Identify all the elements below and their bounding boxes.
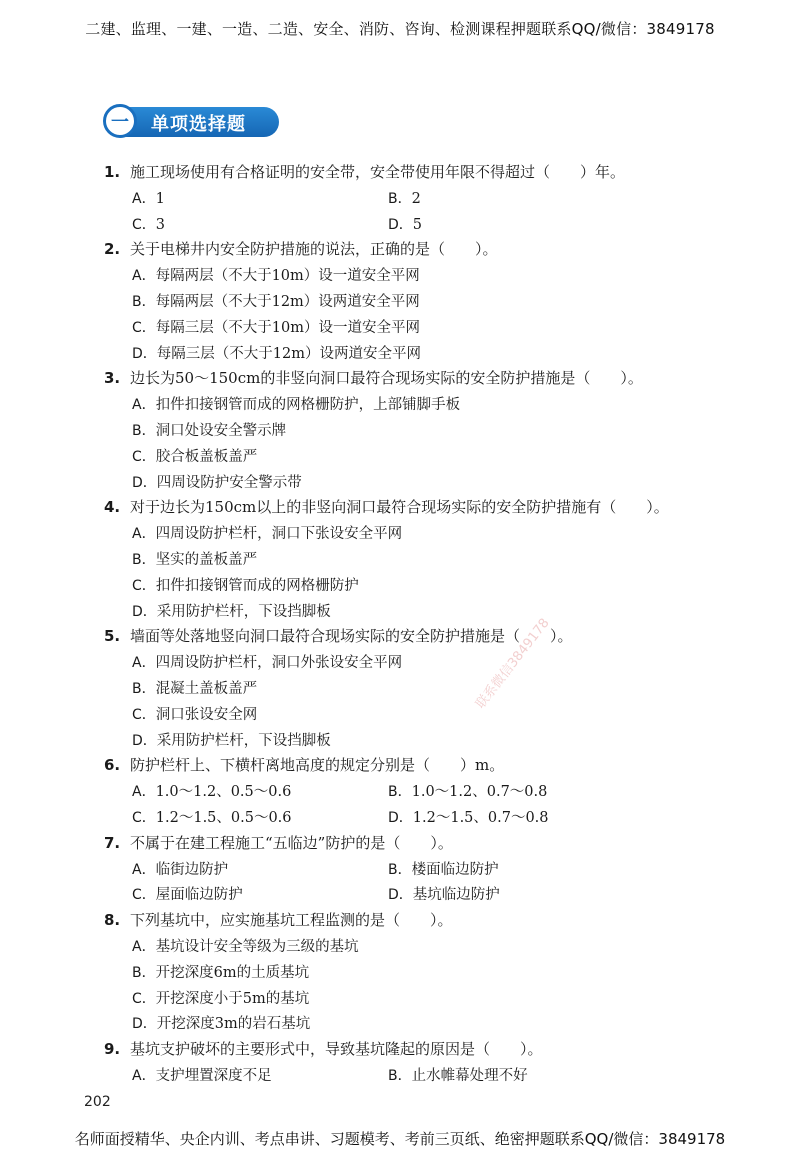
section-header xyxy=(103,104,281,140)
option-key: D． xyxy=(388,887,413,904)
question-item xyxy=(104,831,714,908)
option-text: 采用防护栏杆，下设挡脚板 xyxy=(156,732,331,749)
answer-option xyxy=(132,1064,388,1090)
option-text: 1.2～1.5、0.5～0.6 xyxy=(155,809,292,826)
question-stem-row xyxy=(104,624,714,650)
question-item xyxy=(104,1037,714,1089)
option-row xyxy=(104,960,714,986)
answer-option xyxy=(132,445,388,471)
option-key: D． xyxy=(132,1016,157,1033)
option-text: 1 xyxy=(155,190,165,207)
option-text: 四周设防护栏杆，洞口下张设安全平网 xyxy=(155,526,403,543)
option-key: B． xyxy=(388,861,412,878)
option-key: B． xyxy=(388,190,412,207)
option-row xyxy=(104,392,714,418)
question-stem: 对于边长为150cm以上的非竖向洞口最符合现场实际的安全防护措施有（ ）。 xyxy=(130,498,669,517)
answer-option xyxy=(132,961,388,987)
answer-option xyxy=(132,729,388,755)
answer-option xyxy=(132,290,420,316)
question-item xyxy=(104,495,714,624)
question-number: 5. xyxy=(104,627,121,646)
option-text: 楼面临边防护 xyxy=(411,861,499,878)
option-row xyxy=(104,547,714,573)
option-row xyxy=(104,573,714,599)
question-stem-row xyxy=(104,908,714,934)
option-row xyxy=(104,289,714,315)
option-row xyxy=(104,779,714,805)
option-key: A． xyxy=(132,1067,156,1084)
option-key: A． xyxy=(132,268,156,285)
option-text: 开挖深度小于5m的基坑 xyxy=(155,990,310,1007)
answer-option xyxy=(388,858,644,884)
option-text: 开挖深度6m的土质基坑 xyxy=(155,964,310,981)
answer-option xyxy=(388,780,644,806)
section-title: 单项选择题 xyxy=(151,114,246,135)
option-key: C． xyxy=(132,887,156,904)
option-key: B． xyxy=(388,784,412,801)
option-text: 1.2～1.5、0.7～0.8 xyxy=(412,809,549,826)
answer-option xyxy=(132,213,388,239)
answer-option xyxy=(132,703,388,729)
question-number: 4. xyxy=(104,498,121,517)
option-key: B． xyxy=(132,422,156,439)
option-text: 开挖深度3m的岩石基坑 xyxy=(156,1016,311,1033)
option-key: C． xyxy=(132,319,156,336)
option-row xyxy=(104,986,714,1012)
option-text: 止水帷幕处理不好 xyxy=(411,1067,528,1084)
question-stem: 关于电梯井内安全防护措施的说法，正确的是（ ）。 xyxy=(130,240,498,259)
answer-option xyxy=(132,522,403,548)
question-stem: 下列基坑中，应实施基坑工程监测的是（ ）。 xyxy=(130,911,453,930)
footer-banner: 名师面授精华、央企内训、考点串讲、习题模考、考前三页纸、绝密押题联系QQ/微信：3849178 xyxy=(74,1130,726,1148)
option-key: B． xyxy=(132,293,156,310)
option-text: 扣件扣接钢管而成的网格栅防护 xyxy=(155,577,359,594)
question-list xyxy=(104,160,714,1089)
option-key: A． xyxy=(132,784,156,801)
question-item xyxy=(104,753,714,830)
question-stem: 不属于在建工程施工“五临边”防护的是（ ）。 xyxy=(130,833,453,852)
answer-option xyxy=(132,264,420,290)
option-row xyxy=(104,470,714,496)
answer-option xyxy=(388,213,644,239)
question-stem: 施工现场使用有合格证明的安全带，安全带使用年限不得超过（ ）年。 xyxy=(130,163,626,181)
question-number: 7. xyxy=(104,833,121,852)
option-key: D． xyxy=(132,474,157,491)
option-text: 坚实的盖板盖严 xyxy=(155,551,258,568)
option-text: 四周设防护栏杆，洞口外张设安全平网 xyxy=(155,655,403,672)
answer-option xyxy=(132,471,388,497)
option-row xyxy=(104,1063,714,1089)
question-item xyxy=(104,624,714,753)
question-number: 1. xyxy=(104,163,121,181)
option-text: 5 xyxy=(412,216,423,233)
question-item xyxy=(104,366,714,495)
option-key: C． xyxy=(132,216,156,233)
option-text: 混凝土盖板盖严 xyxy=(155,680,258,697)
question-stem-row xyxy=(104,160,714,186)
answer-option xyxy=(388,883,644,909)
option-text: 每隔两层（不大于12m）设两道安全平网 xyxy=(155,293,420,310)
answer-option xyxy=(132,187,388,213)
option-text: 洞口处设安全警示牌 xyxy=(155,422,287,439)
option-key: A． xyxy=(132,397,156,414)
answer-option xyxy=(132,806,388,832)
option-text: 支护埋置深度不足 xyxy=(155,1067,272,1084)
option-row xyxy=(104,728,714,754)
option-row xyxy=(104,263,714,289)
option-key: D． xyxy=(132,732,157,749)
option-key: D． xyxy=(132,603,157,620)
question-item xyxy=(104,908,714,1037)
option-key: C． xyxy=(132,809,156,826)
question-number: 8. xyxy=(104,911,121,930)
answer-option xyxy=(132,651,403,677)
option-row xyxy=(104,857,714,883)
option-key: A． xyxy=(132,938,156,955)
option-text: 基坑设计安全等级为三级的基坑 xyxy=(155,938,359,955)
option-key: D． xyxy=(388,216,413,233)
option-text: 1.0～1.2、0.7～0.8 xyxy=(411,784,548,801)
option-text: 胶合板盖板盖严 xyxy=(155,448,258,465)
question-number: 6. xyxy=(104,756,121,775)
answer-option xyxy=(388,1064,644,1090)
option-row xyxy=(104,212,714,238)
option-text: 屋面临边防护 xyxy=(155,887,243,904)
option-row xyxy=(104,341,714,367)
option-text: 每隔两层（不大于10m）设一道安全平网 xyxy=(155,268,420,285)
page-number: 202 xyxy=(84,1094,111,1110)
option-key: A． xyxy=(132,655,156,672)
option-row xyxy=(104,702,714,728)
option-text: 基坑临边防护 xyxy=(412,887,500,904)
question-stem-row xyxy=(104,1037,714,1063)
option-row xyxy=(104,521,714,547)
answer-option xyxy=(132,677,388,703)
question-number: 3. xyxy=(104,369,121,388)
question-stem-row xyxy=(104,495,714,521)
option-text: 四周设防护安全警示带 xyxy=(156,474,302,491)
option-key: C． xyxy=(132,990,156,1007)
option-row xyxy=(104,315,714,341)
answer-option xyxy=(132,574,388,600)
option-key: C． xyxy=(132,706,156,723)
option-row xyxy=(104,444,714,470)
option-row xyxy=(104,418,714,444)
question-stem-row xyxy=(104,753,714,779)
question-stem: 防护栏杆上、下横杆离地高度的规定分别是（ ）m。 xyxy=(130,756,505,775)
watermark: 联系微信3849178 xyxy=(473,615,553,712)
question-stem: 墙面等处落地竖向洞口最符合现场实际的安全防护措施是（ ）。 xyxy=(130,627,573,646)
option-row xyxy=(104,882,714,908)
option-key: B． xyxy=(132,680,156,697)
answer-option xyxy=(132,780,388,806)
option-text: 扣件扣接钢管而成的网格栅防护，上部铺脚手板 xyxy=(155,397,461,414)
option-key: A． xyxy=(132,526,156,543)
answer-option xyxy=(132,600,388,626)
option-row xyxy=(104,599,714,625)
question-item xyxy=(104,237,714,366)
question-number: 9. xyxy=(104,1040,121,1059)
option-row xyxy=(104,650,714,676)
option-text: 采用防护栏杆，下设挡脚板 xyxy=(156,603,331,620)
answer-option xyxy=(132,883,388,909)
option-key: B． xyxy=(132,964,156,981)
option-text: 洞口张设安全网 xyxy=(155,706,258,723)
answer-option xyxy=(132,858,388,884)
answer-option xyxy=(132,393,461,419)
question-stem: 边长为50～150cm的非竖向洞口最符合现场实际的安全防护措施是（ ）。 xyxy=(130,369,643,388)
question-item xyxy=(104,160,714,237)
option-key: B． xyxy=(388,1067,412,1084)
option-key: D． xyxy=(132,345,157,362)
option-key: C． xyxy=(132,448,156,465)
answer-option xyxy=(132,987,388,1013)
option-text: 3 xyxy=(155,216,166,233)
option-key: A． xyxy=(132,861,156,878)
question-stem-row xyxy=(104,366,714,392)
option-row xyxy=(104,934,714,960)
answer-option xyxy=(132,1012,388,1038)
answer-option xyxy=(132,342,421,368)
section-badge-numeral: 一 xyxy=(111,112,129,133)
answer-option xyxy=(132,548,388,574)
answer-option xyxy=(132,935,388,961)
answer-option xyxy=(132,316,420,342)
option-key: D． xyxy=(388,809,413,826)
section-badge xyxy=(103,104,137,138)
answer-option xyxy=(388,806,644,832)
option-text: 1.0～1.2、0.5～0.6 xyxy=(155,784,292,801)
option-text: 每隔三层（不大于12m）设两道安全平网 xyxy=(156,345,421,362)
header-banner: 二建、监理、一建、一造、二造、安全、消防、咨询、检测课程押题联系QQ/微信：3849178 xyxy=(85,20,715,38)
answer-option xyxy=(132,419,388,445)
option-key: B． xyxy=(132,551,156,568)
option-text: 临街边防护 xyxy=(155,861,229,878)
option-row xyxy=(104,676,714,702)
option-row xyxy=(104,186,714,212)
option-text: 2 xyxy=(411,190,421,207)
option-key: A． xyxy=(132,190,156,207)
question-stem: 基坑支护破坏的主要形式中，导致基坑隆起的原因是（ ）。 xyxy=(130,1040,543,1059)
option-row xyxy=(104,805,714,831)
option-key: C． xyxy=(132,577,156,594)
question-stem-row xyxy=(104,237,714,263)
question-number: 2. xyxy=(104,240,121,259)
option-text: 每隔三层（不大于10m）设一道安全平网 xyxy=(155,319,420,336)
answer-option xyxy=(388,187,644,213)
option-row xyxy=(104,1011,714,1037)
question-stem-row xyxy=(104,831,714,857)
